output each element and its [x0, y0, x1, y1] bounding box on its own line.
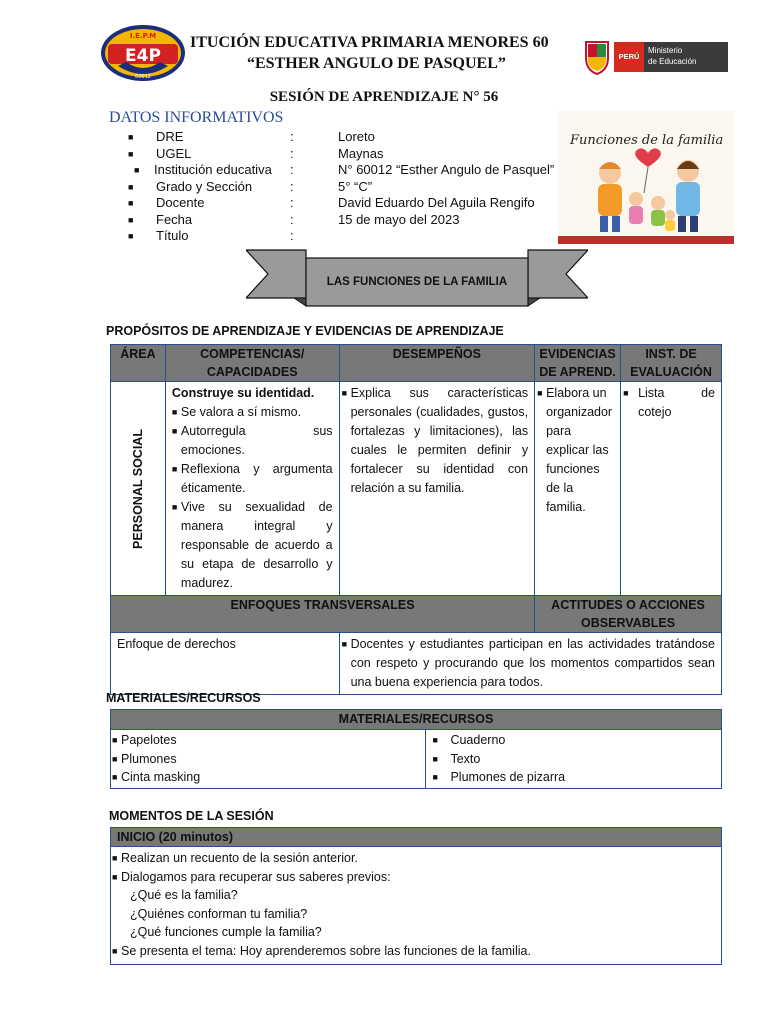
materiales-content-row — [111, 730, 722, 789]
material-item: ■ Plumones de pizarra — [432, 770, 566, 784]
evidencia-item: ■ Elabora un organizador para explicar las funciones de la familia. — [537, 386, 613, 514]
datos-row-fecha: ■ Fecha : 15 de mayo del 2023 — [128, 211, 460, 227]
datos-informativos-title: DATOS INFORMATIVOS — [109, 109, 284, 126]
competencias-cell — [165, 382, 339, 596]
col-desempenos: DESEMPEÑOS — [339, 345, 535, 382]
capacidad-item: ■ Se valora a sí mismo. — [171, 405, 302, 419]
capacidad-item: ■ Vive su sexualidad de manera integral y responsable de acuerdo a su etapa de desarrollo y madurez. — [171, 500, 333, 590]
svg-text:I.E.P.M: I.E.P.M — [129, 32, 157, 40]
momento-question: ¿Qué es la familia? — [130, 888, 238, 902]
datos-row-dre: ■ DRE : Loreto — [128, 129, 375, 144]
family-illustration-caption: Funciones de la familia — [570, 133, 724, 148]
propositos-header-row — [111, 345, 722, 382]
enfoques-header-row — [111, 596, 722, 633]
materiales-table-header: MATERIALES/RECURSOS — [111, 710, 722, 730]
materiales-right-cell — [426, 730, 722, 789]
momentos-heading: MOMENTOS DE LA SESIÓN — [109, 809, 274, 823]
actitud-cell — [339, 633, 721, 695]
area-label: PERSONAL SOCIAL — [130, 428, 145, 549]
capacidad-item: ■ Reflexiona y argumenta éticamente. — [171, 462, 333, 495]
material-item: ■ Cuaderno — [432, 733, 506, 747]
ministry-country: PERÚ — [614, 42, 644, 72]
datos-row-ugel: ■ UGEL : Maynas — [128, 145, 384, 161]
ministry-name: Ministerio de Educación — [648, 46, 697, 66]
area-cell — [111, 382, 166, 596]
material-item: ■ Texto — [432, 751, 481, 766]
materiales-heading: MATERIALES/RECURSOS — [106, 691, 261, 705]
competencia-title: Construye su identidad. — [171, 386, 315, 400]
col-actitudes: ACTITUDES O ACCIONES OBSERVABLES — [535, 596, 722, 633]
momento-line: ■ Se presenta el tema: Hoy aprenderemos sobre las funciones de la familia. — [112, 943, 531, 958]
instrumento-item: ■ Lista de cotejo — [623, 386, 715, 419]
datos-list — [128, 129, 568, 245]
material-item: ■ Plumones — [112, 751, 177, 766]
propositos-content-row — [111, 382, 722, 596]
svg-text:E4P: E4P — [125, 46, 161, 66]
momento-line: ■ Realizan un recuento de la sesión anterior. — [112, 851, 358, 865]
datos-row-institucion: ■ Institución educativa : N° 60012 “Esther Angulo de Pasquel” — [134, 162, 555, 177]
momento-question: ¿Quiénes conforman tu familia? — [130, 906, 308, 921]
desempenos-cell — [339, 382, 535, 596]
enfoque-cell: Enfoque de derechos — [111, 633, 340, 695]
header-school-line-2: “ESTHER ANGULO DE PASQUEL” — [247, 55, 506, 72]
svg-text:60012: 60012 — [135, 74, 151, 80]
momentos-table — [110, 827, 722, 965]
evidencias-cell — [535, 382, 621, 596]
col-competencias: COMPETENCIAS/ CAPACIDADES — [165, 345, 339, 382]
desempeno-item: ■ Explica sus características personales (cualidades, gustos, fortalezas y limitaciones), las cuales le permiten definir y fortalecer su identidad con relación a su familia. — [341, 386, 529, 495]
instrumento-cell — [621, 382, 722, 596]
title-ribbon — [246, 246, 588, 308]
momento-line: ■ Dialogamos para recuperar sus saberes previos: — [112, 869, 391, 884]
col-instrumento: INST. DE EVALUACIÓN — [621, 345, 722, 382]
shield-icon — [582, 36, 612, 76]
inicio-title: INICIO (20 minutos) — [111, 828, 722, 847]
actitud-item: ■ Docentes y estudiantes participan en las actividades tratándose con respeto y procurando que los momentos compartidos sean una buena experiencia para todos. — [341, 637, 715, 689]
inicio-content — [111, 847, 722, 965]
materiales-table — [110, 709, 722, 789]
propositos-table — [110, 344, 722, 695]
material-item: ■ Cinta masking — [112, 770, 201, 784]
ministry-logo — [582, 36, 728, 76]
family-illustration — [558, 111, 734, 244]
col-enfoques-inner: ENFOQUES TRANSVERSALES — [111, 596, 535, 633]
capacidad-item: ■ Autorregula sus emociones. — [171, 424, 333, 457]
materiales-left-cell — [111, 730, 426, 789]
col-area: ÁREA — [111, 345, 166, 382]
header-school-line-1: ITUCIÓN EDUCATIVA PRIMARIA MENORES 60 — [190, 34, 549, 51]
material-item: ■ Papelotes — [112, 733, 177, 747]
enfoques-content-row — [111, 633, 722, 695]
propositos-heading: PROPÓSITOS DE APRENDIZAJE Y EVIDENCIAS DE APRENDIZAJE — [106, 324, 504, 338]
col-evidencias: EVIDENCIAS DE APREND. — [535, 345, 621, 382]
datos-row-titulo: ■ Título : — [128, 228, 294, 243]
school-logo — [100, 22, 186, 82]
session-title: SESIÓN DE APRENDIZAJE N° 56 — [269, 89, 499, 105]
datos-row-docente: ■ Docente : David Eduardo Del Aguila Rengifo — [128, 195, 535, 210]
momento-question: ¿Qué funciones cumple la familia? — [130, 925, 322, 939]
ribbon-title: LAS FUNCIONES DE LA FAMILIA — [326, 276, 508, 288]
datos-row-grado: ■ Grado y Sección : 5° “C” — [128, 178, 373, 194]
